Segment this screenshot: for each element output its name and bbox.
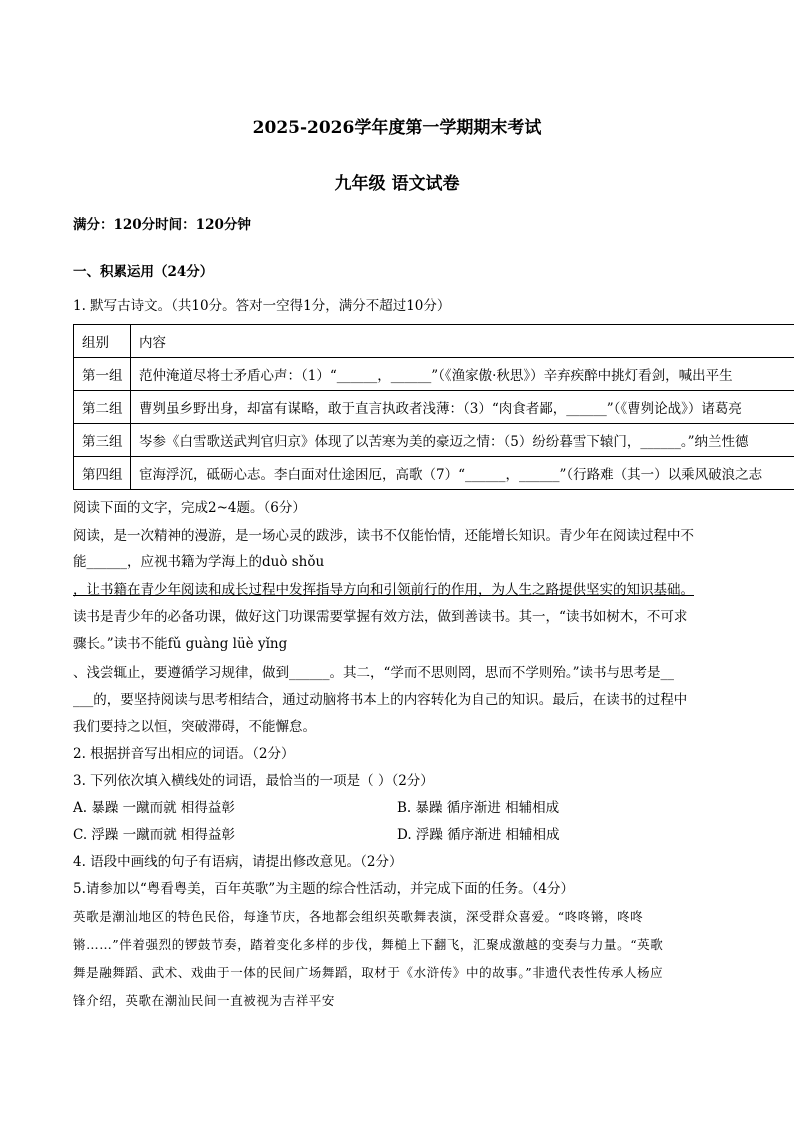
question-1: 1. 默写古诗文。（共10分。答对一空得1分，满分不超过10分） [73, 298, 451, 314]
passage-line: 骤长。”读书不能fǔ guàng lüè yǐng [73, 636, 288, 652]
question-2: 2. 根据拼音写出相应的词语。（2分） [73, 746, 295, 762]
exam-meta: 满分：120分时间：120分钟 [73, 217, 251, 233]
passage-intro: 阅读下面的文字，完成2~4题。（6分） [73, 500, 306, 516]
table-cell-content: 范仲淹道尽将士矛盾心声：（1）“______，______”（《渔家傲·秋思》）辛弃疾醉中挑灯看剑，喊出平生 [131, 358, 794, 391]
table-cell-group: 第四组 [74, 457, 131, 490]
poetry-table [73, 324, 794, 490]
passage-line: 读书是青少年的必备功课，做好这门功课需要掌握有效方法，做到善读书。其一，“读书如树木，不可求 [73, 609, 688, 625]
table-cell-content: 岑参《白雪歌送武判官归京》体现了以苦寒为美的豪迈之情：（5）纷纷暮雪下辕门，______。”纳兰性德 [131, 424, 794, 457]
question-3: 3. 下列依次填入横线处的词语，最恰当的一项是（ ）（2分） [73, 773, 434, 789]
section-heading: 一、积累运用（24分） [73, 264, 214, 280]
table-cell-group: 第三组 [74, 424, 131, 457]
table-cell-group: 第二组 [74, 391, 131, 424]
passage-line: 阅读，是一次精神的漫游，是一场心灵的跋涉，读书不仅能怡情，还能增长知识。青少年在阅读过程中不 [73, 528, 694, 544]
table-cell-group: 第一组 [74, 358, 131, 391]
option-c: C. 浮躁 一蹴而就 相得益彰 [73, 827, 236, 843]
option-b: B. 暴躁 循序渐进 相辅相成 [397, 800, 560, 816]
material-line: 舞是融舞蹈、武术、戏曲于一体的民间广场舞蹈，取材于《水浒传》中的故事。”非遗代表性传承人杨应 [73, 965, 664, 980]
exam-title: 2025-2026学年度第一学期期末考试 [252, 118, 542, 138]
table-header-cell: 组别 [74, 325, 131, 358]
material-line: 英歌是潮汕地区的特色民俗，每逢节庆，各地都会组织英歌舞表演，深受群众喜爱。“咚咚锵，咚咚 [73, 909, 644, 924]
table-row [74, 424, 794, 457]
table-row [74, 457, 794, 490]
passage-line: 、浅尝辄止，要遵循学习规律，做到______。其二，“学而不思则罔，思而不学则殆。”读书与思考是__ [73, 665, 675, 681]
material-line: 锵……”伴着强烈的锣鼓节奏，踏着变化多样的步伐，舞槌上下翻飞，汇聚成激越的变奏与力量。“英歌 [73, 937, 664, 952]
passage-underlined-sentence: ，让书籍在青少年阅读和成长过程中发挥指导方向和引领前行的作用，为人生之路提供坚实的知识基础。 [73, 582, 694, 598]
option-a: A. 暴躁 一蹴而就 相得益彰 [73, 800, 235, 816]
table-header-row [74, 325, 794, 358]
question-4: 4. 语段中画线的句子有语病，请提出修改意见。（2分） [73, 854, 403, 870]
table-cell-content: 宦海浮沉，砥砺心志。李白面对仕途困厄，高歌（7）“______，______”（行路难（其一）以乘风破浪之志 [131, 457, 794, 490]
table-header-cell: 内容 [131, 325, 794, 358]
passage-line: 我们要持之以恒，突破滞碍，不能懈怠。 [73, 719, 316, 735]
table-row [74, 358, 794, 391]
table-cell-content: 曹刿虽乡野出身，却富有谋略，敢于直言执政者浅薄：（3）“肉食者鄙，______”（《曹刿论战》）诸葛亮 [131, 391, 794, 424]
passage-line: ___的，要坚持阅读与思考相结合，通过动脑将书本上的内容转化为自己的知识。最后，在读书的过程中 [73, 692, 688, 708]
material-line: 锋介绍，英歌在潮汕民间一直被视为吉祥平安 [73, 993, 336, 1008]
table-row [74, 391, 794, 424]
option-d: D. 浮躁 循序渐进 相辅相成 [397, 827, 560, 843]
exam-subtitle: 九年级 语文试卷 [334, 174, 460, 194]
passage-line: 能______，应视书籍为学海上的duò shǒu [73, 554, 325, 570]
question-5: 5.请参加以“粤看粤美，百年英歌”为主题的综合性活动，并完成下面的任务。（4分） [73, 881, 575, 897]
